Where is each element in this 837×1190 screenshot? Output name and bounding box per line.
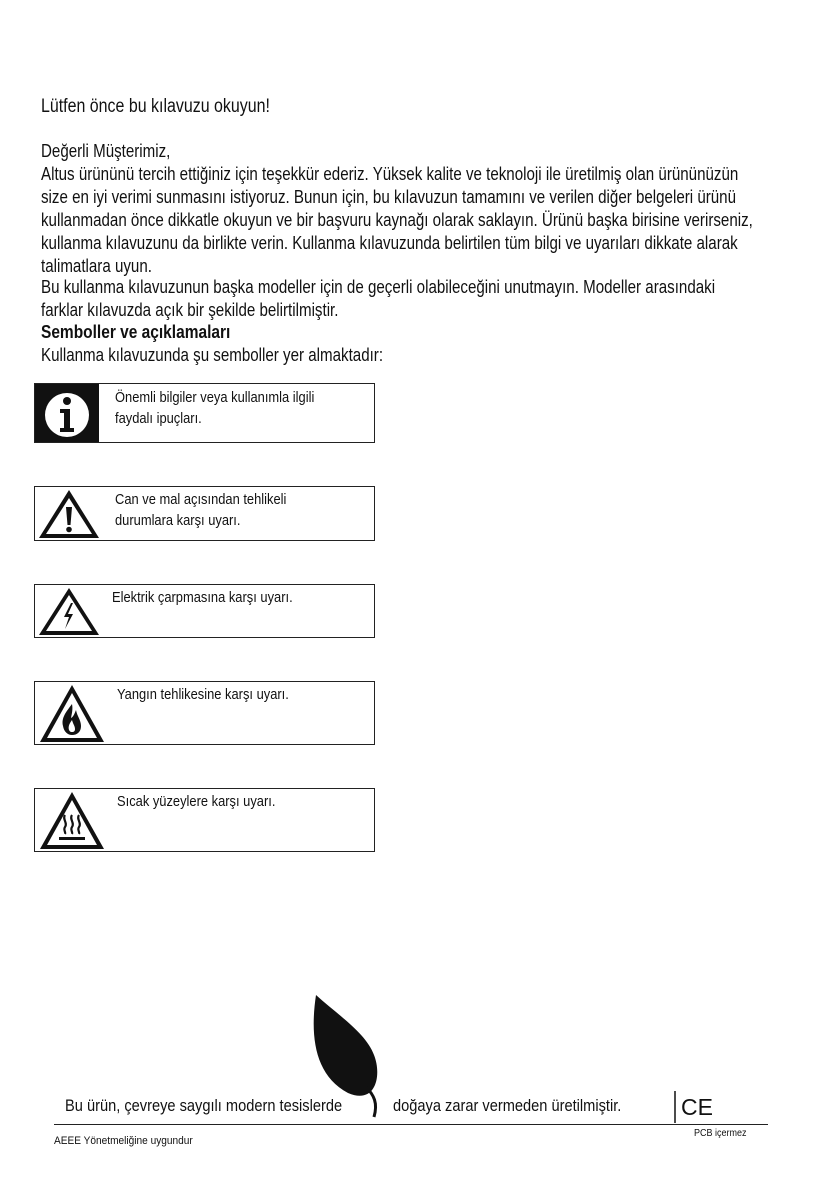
intro-line: talimatlara uyun. [41,256,152,276]
footer-pcb: PCB içermez [694,1128,747,1139]
symbol-info-box [34,383,375,443]
warning-icon [35,487,101,541]
symbol-text: faydalı ipuçları. [115,410,202,427]
symbol-electric-box [34,584,375,638]
symbol-hot-surface-box [34,788,375,852]
info-icon [35,384,99,442]
footer-divider [54,1124,768,1125]
symbol-text: Sıcak yüzeylere karşı uyarı. [117,793,276,810]
eco-text-right: doğaya zarar vermeden üretilmiştir. [393,1096,622,1115]
note-line: Bu kullanma kılavuzunun başka modeller için de geçerli olabileceğini unutmayın. Modeller arasındaki [41,277,716,297]
page-title: Lütfen önce bu kılavuzu okuyun! [41,96,270,117]
symbol-text: Önemli bilgiler veya kullanımla ilgili [115,389,315,406]
fire-icon [35,682,107,745]
greeting: Değerli Müşterimiz, [41,141,171,161]
footer-compliance: AEEE Yönetmeliğine uygundur [54,1135,193,1147]
symbol-text: durumlara karşı uyarı. [115,512,241,529]
intro-line: Altus ürününü tercih ettiğiniz için teşekkür ederiz. Yüksek kalite ve teknoloji ile üretilmiş olan ürününüzün [41,164,739,184]
note-line: farklar kılavuzda açık bir şekilde belirtilmiştir. [41,300,339,320]
symbol-text: Elektrik çarpmasına karşı uyarı. [112,589,293,606]
section-heading: Semboller ve açıklamaları [41,322,231,342]
section-intro: Kullanma kılavuzunda şu semboller yer almaktadır: [41,345,384,365]
symbol-text: Can ve mal açısından tehlikeli [115,491,287,508]
hot-surface-icon [35,789,107,852]
intro-line: size en iyi verimi sunmasını istiyoruz. Bunun için, bu kılavuzun tamamını ve verilen diğer belgeleri ürünü [41,187,737,207]
symbol-fire-box [34,681,375,745]
eco-text-left: Bu ürün, çevreye saygılı modern tesislerde [65,1096,343,1115]
symbol-text: Yangın tehlikesine karşı uyarı. [117,686,289,703]
ce-mark-text: CE [681,1094,713,1120]
intro-line: kullanma kılavuzunu da birlikte verin. Kullanma kılavuzunda belirtilen tüm bilgi ve uyarıları dikkate alarak [41,233,738,253]
electric-shock-icon [35,585,101,638]
ce-mark-icon [674,1091,714,1123]
intro-line: kullanmadan önce dikkatle okuyun ve bir başvuru kaynağı olarak saklayın. Ürünü başka birisine verirseniz, [41,210,753,230]
symbol-warning-box [34,486,375,541]
